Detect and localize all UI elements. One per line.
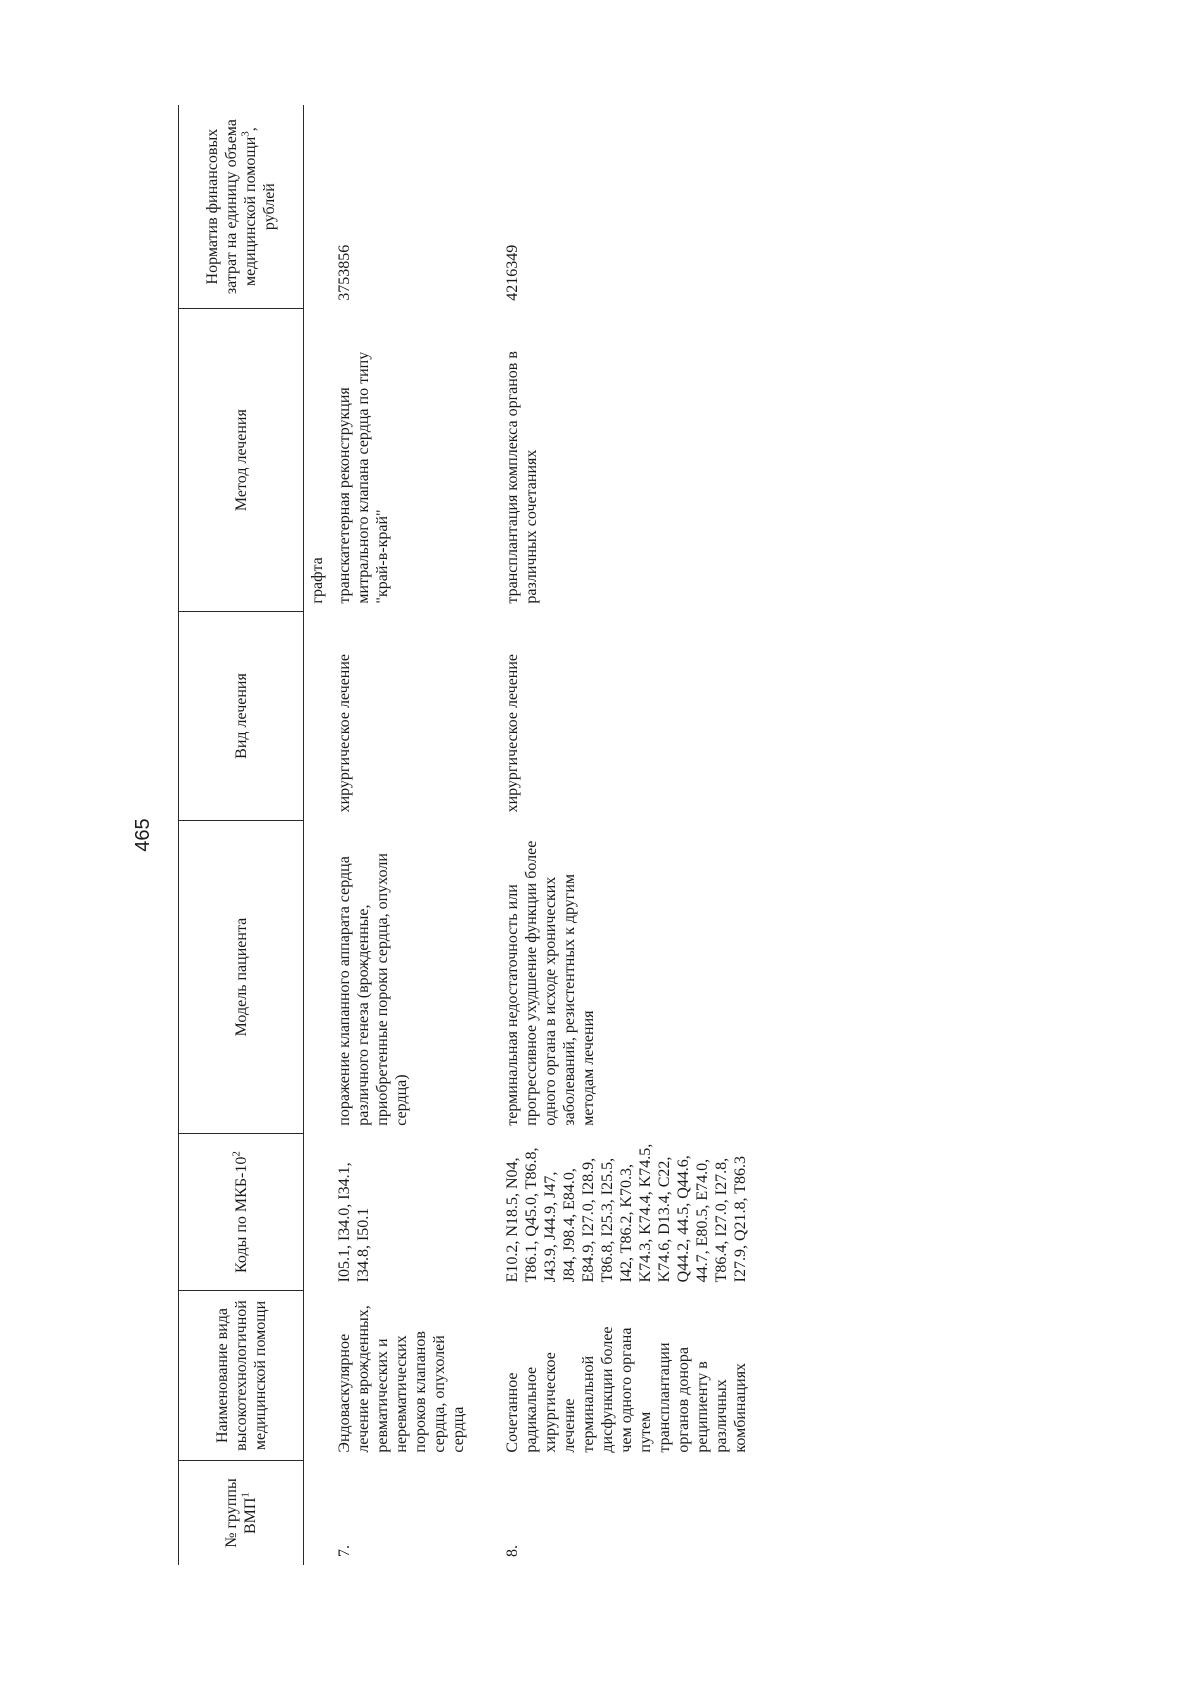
vmp-table <box>178 105 754 1565</box>
row-number: 7. <box>336 1545 353 1557</box>
table-header-row <box>179 105 304 1565</box>
treatment-type-cell: хирургическое лечение <box>336 653 353 813</box>
cost-norm-cell: 4216349 <box>504 244 521 301</box>
header-treatment-type: Вид лечения <box>179 612 304 821</box>
table-row <box>499 105 754 1565</box>
header-icd-codes: Коды по МКБ-$10^2$ <box>179 1134 304 1291</box>
icd-codes-cell: I05.1, I34.0, I34.1, I34.8, I50.1 <box>336 1162 372 1283</box>
page-number: 465 <box>132 818 154 852</box>
header-vmp-name: Наименование вида высокотехнологичной медицинской помощи <box>179 1290 304 1460</box>
cost-norm-cell: 3753856 <box>336 244 353 301</box>
header-cost-norm: Норматив финансовых затрат на единицу объема медицинской помощи$^3$, рублей <box>179 105 304 309</box>
continuation-row <box>304 105 332 1565</box>
treatment-type-cell: хирургическое лечение <box>504 653 521 813</box>
patient-model-cell: терминальная недостаточность или прогрессивное ухудшение функции более одного органа в исходе хронических заболеваний, резистентных к другим методам лечения <box>504 840 597 1126</box>
treatment-method-cell: трансплантация комплекса органов в различных сочетаниях <box>504 351 540 604</box>
header-group-no: № группы ВМП$^1$ <box>179 1461 304 1565</box>
treatment-method-cell: транскатетерная реконструкция митрального клапана сердца по типу "край-в-край" <box>336 351 391 604</box>
vmp-name-cell: Эндоваскулярное лечение врожденных, ревматических и неревматических пороков клапанов сердца, опухолей сердца <box>336 1305 467 1453</box>
vmp-name-cell: Сочетанное радикальное хирургическое лечение терминальной дисфункции более чем одного органа путем трансплантации органов донора реципиенту в различных комбинациях <box>504 1326 749 1453</box>
row-number: 8. <box>504 1545 521 1557</box>
icd-codes-cell: E10.2, N18.5, N04, T86.1, Q45.0, T86.8, J43.9, J44.9, J47, J84, J98.4, E84.0, E84.9, I27.0, I28.9, T86.8, I25.3, I25.5, I42, T86.2, K70.3, K74.3, K74.4, K74.5, K74.6, D13.4, C22, Q44.2, 44.5, Q44.6, 44.7, E80.5, E74.0, T86.4, I27.0, I27.8, I27.9, Q21.8, T86.3 <box>504 1143 749 1283</box>
header-patient-model: Модель пациента <box>179 820 304 1133</box>
continuation-method-text: графта <box>309 557 326 604</box>
header-treatment-method: Метод лечения <box>179 309 304 612</box>
patient-model-cell: поражение клапанного аппарата сердца различного генеза (врожденные, приобретенные пороки сердца, опухоли сердца) <box>336 853 410 1126</box>
table-row <box>331 105 499 1565</box>
rotated-sheet <box>133 105 1033 1565</box>
